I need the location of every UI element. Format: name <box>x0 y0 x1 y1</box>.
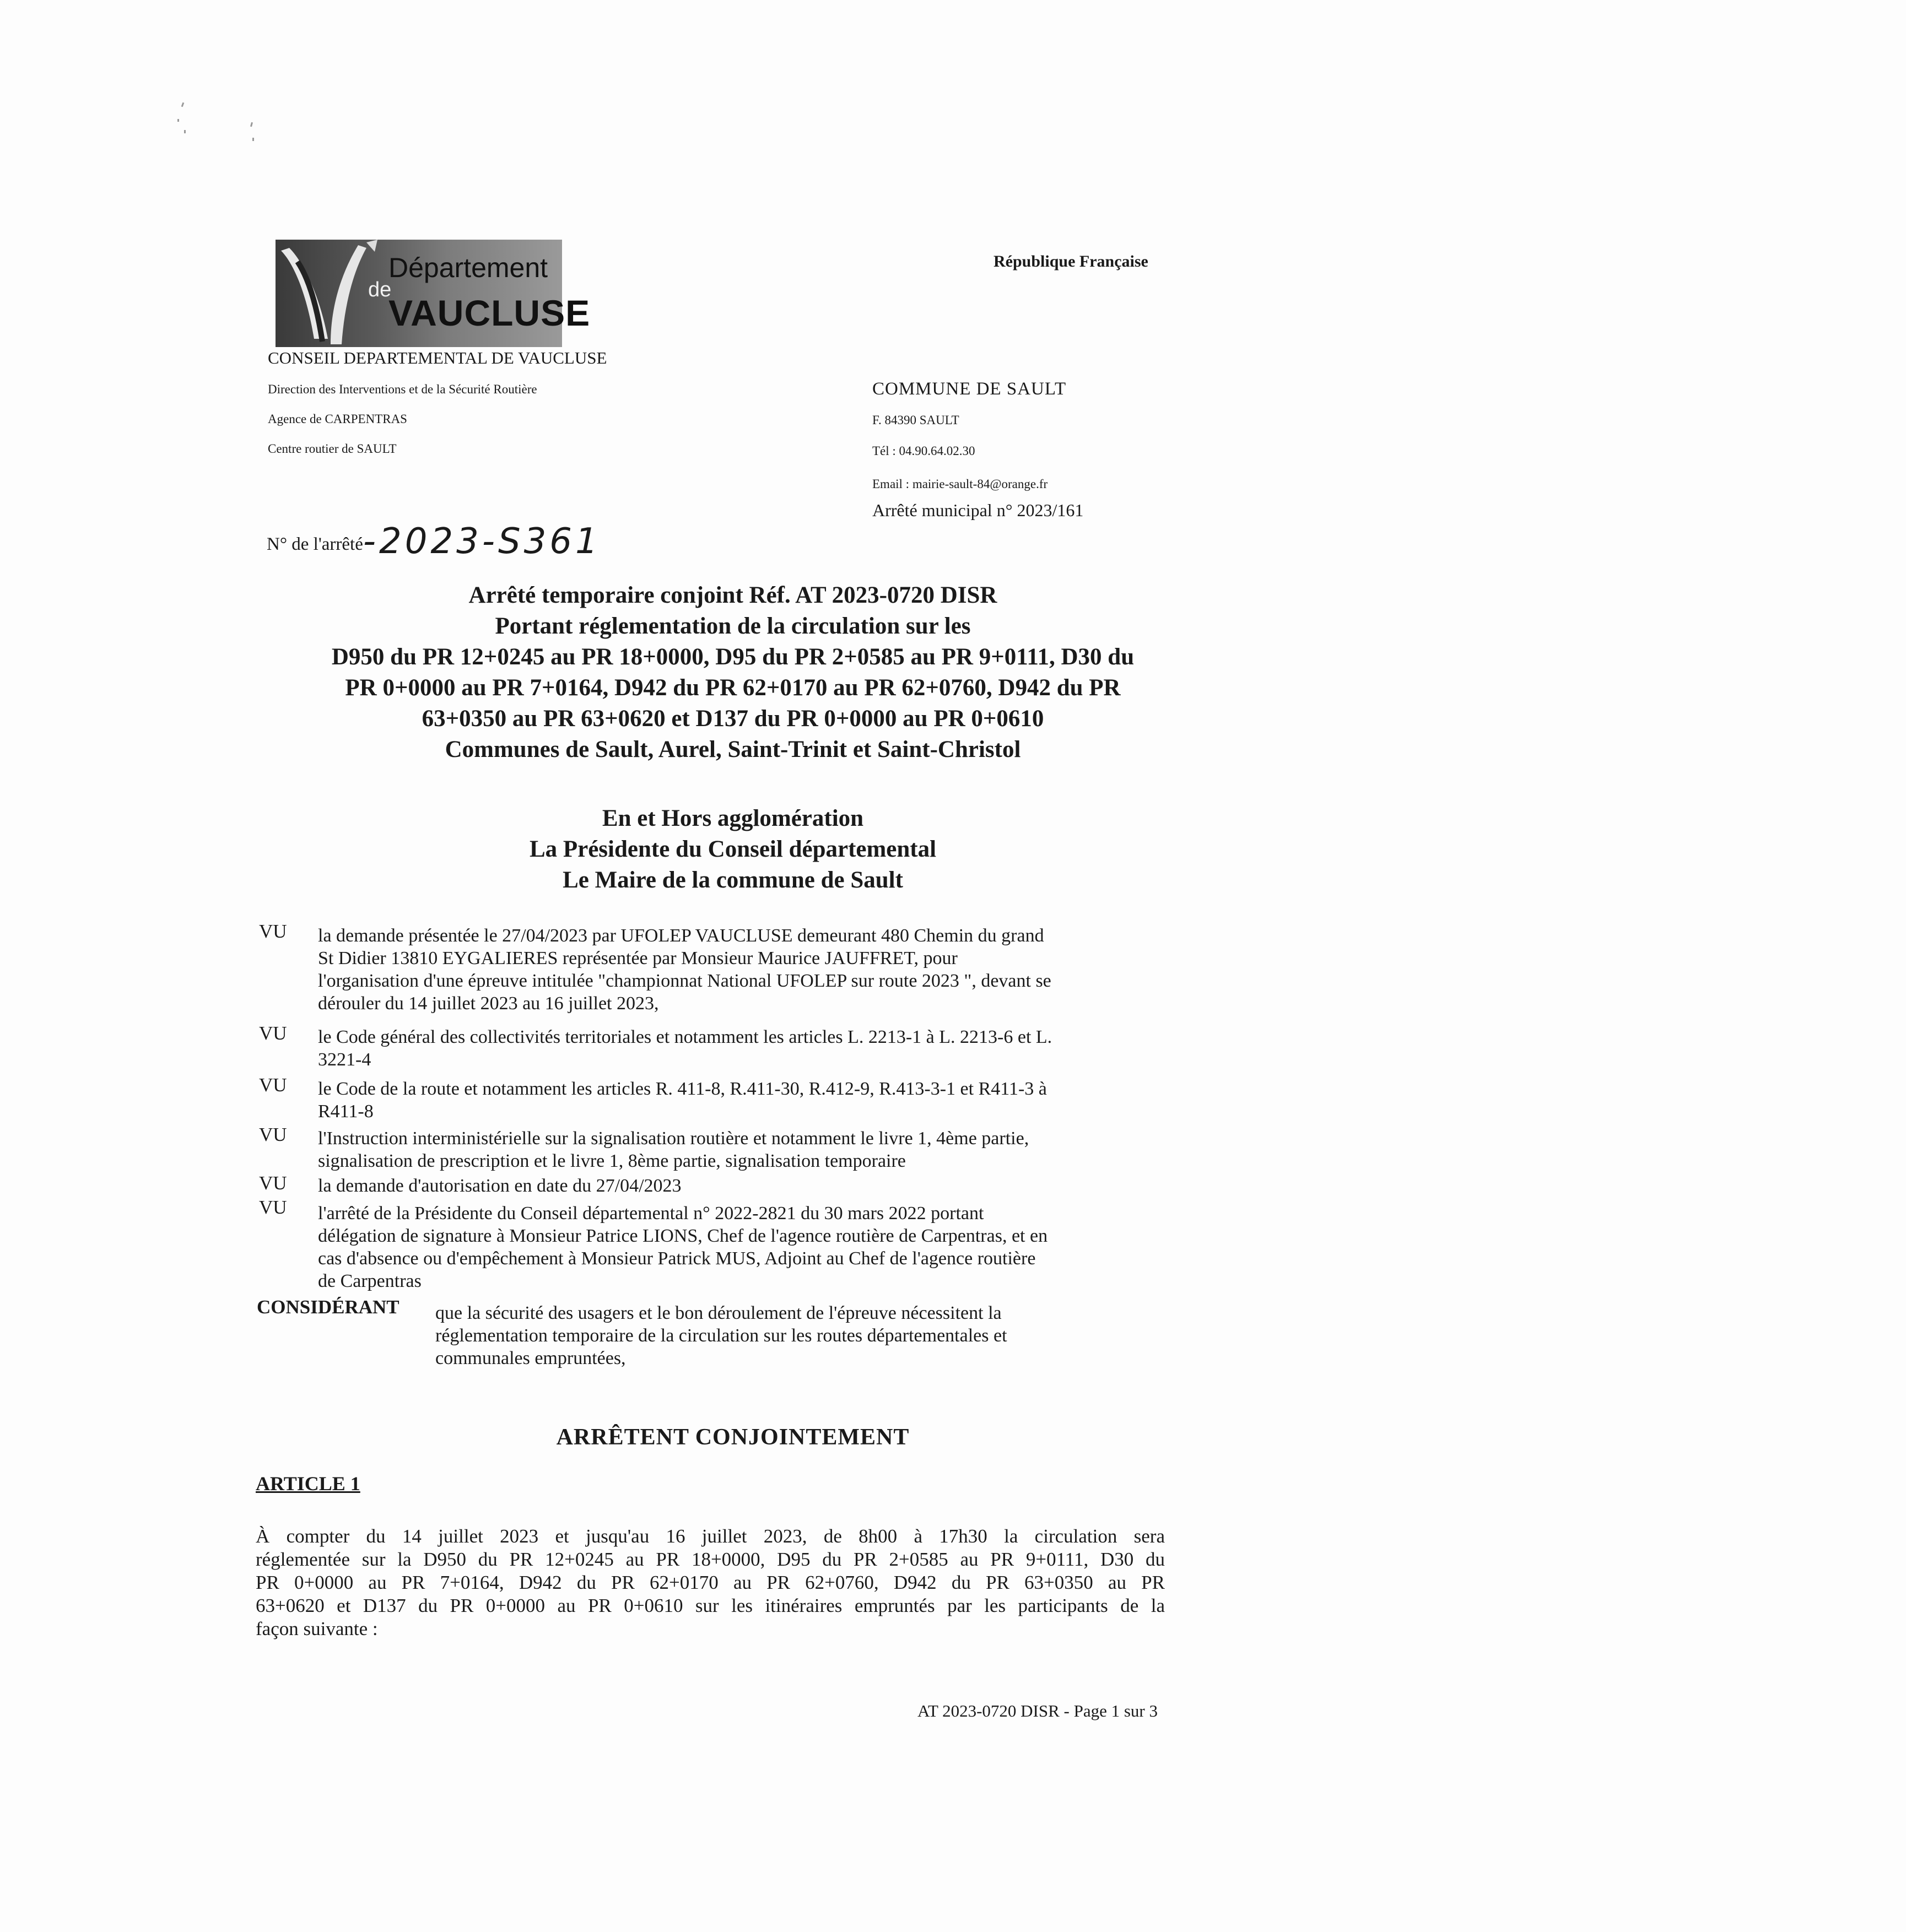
title-line: 63+0350 au PR 63+0620 et D137 du PR 0+0000 au PR 0+0610 <box>422 706 1044 732</box>
article-line: PR 0+0000 au PR 7+0164, D942 du PR 62+0170 au PR 62+0760, D942 du PR 63+0350 au PR <box>256 1572 1165 1593</box>
subtitle-line: Le Maire de la commune de Sault <box>563 867 903 893</box>
republique-francaise: République Française <box>994 252 1148 270</box>
considerant-line: réglementation temporaire de la circulation sur les routes départementales et <box>435 1325 1007 1346</box>
title-line: Arrêté temporaire conjoint Réf. AT 2023-0720 DISR <box>468 582 997 608</box>
arrete-municipal: Arrêté municipal n° 2023/161 <box>872 500 1084 520</box>
vu-label: VU <box>259 1022 287 1044</box>
vu-item <box>318 1175 1172 1197</box>
vu-label: VU <box>259 1172 287 1194</box>
commune-title: COMMUNE DE SAULT <box>872 379 1067 399</box>
vu-line: l'Instruction interministérielle sur la signalisation routière et notamment le livre 1, 4ème partie, <box>318 1128 1029 1149</box>
commune-tel: Tél : 04.90.64.02.30 <box>872 444 975 458</box>
vu-item <box>318 1026 1172 1071</box>
direction-line: Direction des Interventions et de la Sécurité Routière <box>268 382 537 396</box>
vu-item <box>318 1078 1172 1123</box>
title-line: Portant réglementation de la circulation sur les <box>495 613 971 639</box>
centre-routier-line: Centre routier de SAULT <box>268 442 397 456</box>
page-footer: AT 2023-0720 DISR - Page 1 sur 3 <box>917 1701 1158 1720</box>
vu-line: le Code général des collectivités territoriales et notamment les articles L. 2213-1 à L. 2213-6 et L. <box>318 1027 1052 1047</box>
vu-line: R411-8 <box>318 1101 374 1122</box>
considerant-line: que la sécurité des usagers et le bon déroulement de l'épreuve nécessitent la <box>435 1303 1002 1323</box>
vu-line: l'arrêté de la Présidente du Conseil départemental n° 2022-2821 du 30 mars 2022 portant <box>318 1203 984 1224</box>
article-line: 63+0620 et D137 du PR 0+0000 au PR 0+0610 sur les itinéraires empruntés par les participants de la <box>256 1595 1165 1616</box>
vu-line: dérouler du 14 juillet 2023 au 16 juillet 2023, <box>318 993 659 1014</box>
subtitle-line: La Présidente du Conseil départemental <box>529 836 937 862</box>
article-1-body <box>256 1525 1165 1641</box>
vu-item <box>318 924 1172 1015</box>
arrete-title <box>242 580 1223 765</box>
considerant-text <box>435 1302 1167 1370</box>
vu-line: de Carpentras <box>318 1271 422 1291</box>
logo-vaucluse-text: VAUCLUSE <box>388 293 591 333</box>
arretent-heading: ARRÊTENT CONJOINTEMENT <box>556 1425 910 1450</box>
commune-address: F. 84390 SAULT <box>872 413 959 427</box>
title-line: D950 du PR 12+0245 au PR 18+0000, D95 du PR 2+0585 au PR 9+0111, D30 du <box>331 644 1135 670</box>
vu-line: la demande présentée le 27/04/2023 par UFOLEP VAUCLUSE demeurant 480 Chemin du grand <box>318 926 1044 946</box>
vu-label: VU <box>259 921 287 942</box>
vu-label: VU <box>259 1074 287 1096</box>
arrete-number-label: N° de l'arrêté-2023-S361 <box>267 521 601 562</box>
arrete-subtitle <box>242 803 1223 896</box>
title-line: PR 0+0000 au PR 7+0164, D942 du PR 62+0170 au PR 62+0760, D942 du PR <box>345 675 1121 701</box>
article-line: À compter du 14 juillet 2023 et jusqu'au 16 juillet 2023, de 8h00 à 17h30 la circulation sera <box>256 1525 1165 1547</box>
considerant-label: CONSIDÉRANT <box>257 1296 399 1318</box>
article-1-heading: ARTICLE 1 <box>256 1473 360 1495</box>
title-line: Communes de Sault, Aurel, Saint-Trinit et Saint-Christol <box>445 737 1021 762</box>
arrete-handwritten-number: -2023-S361 <box>363 521 601 562</box>
vu-line: cas d'absence ou d'empêchement à Monsieur Patrick MUS, Adjoint au Chef de l'agence routière <box>318 1248 1036 1269</box>
article-line: façon suivante : <box>256 1618 378 1639</box>
commune-email: Email : mairie-sault-84@orange.fr <box>872 477 1048 491</box>
agence-line: Agence de CARPENTRAS <box>268 412 407 426</box>
vu-line: le Code de la route et notamment les articles R. 411-8, R.411-30, R.412-9, R.413-3-1 et R411-3 à <box>318 1079 1047 1099</box>
logo-departement-text: Département <box>388 252 548 283</box>
considerant-line: communales empruntées, <box>435 1348 626 1368</box>
vu-item <box>318 1202 1172 1292</box>
conseil-title: CONSEIL DEPARTEMENTAL DE VAUCLUSE <box>268 348 607 367</box>
vu-item <box>318 1127 1172 1172</box>
article-line: réglementée sur la D950 du PR 12+0245 au PR 18+0000, D95 du PR 2+0585 au PR 9+0111, D30 du <box>256 1549 1165 1570</box>
vu-label: VU <box>259 1124 287 1145</box>
vu-line: la demande d'autorisation en date du 27/04/2023 <box>318 1176 682 1196</box>
subtitle-line: En et Hors agglomération <box>602 805 864 831</box>
vu-line: délégation de signature à Monsieur Patrice LIONS, Chef de l'agence routière de Carpentras, et en <box>318 1226 1048 1246</box>
vu-line: 3221-4 <box>318 1049 371 1070</box>
vu-label: VU <box>259 1197 287 1218</box>
vu-line: signalisation de prescription et le livre 1, 8ème partie, signalisation temporaire <box>318 1151 906 1171</box>
logo-de-text: de <box>368 278 392 301</box>
departement-vaucluse-logo <box>276 240 591 347</box>
vu-line: St Didier 13810 EYGALIERES représentée par Monsieur Maurice JAUFFRET, pour <box>318 948 958 968</box>
vu-line: l'organisation d'une épreuve intitulée "championnat National UFOLEP sur route 2023 ", devant se <box>318 971 1051 991</box>
